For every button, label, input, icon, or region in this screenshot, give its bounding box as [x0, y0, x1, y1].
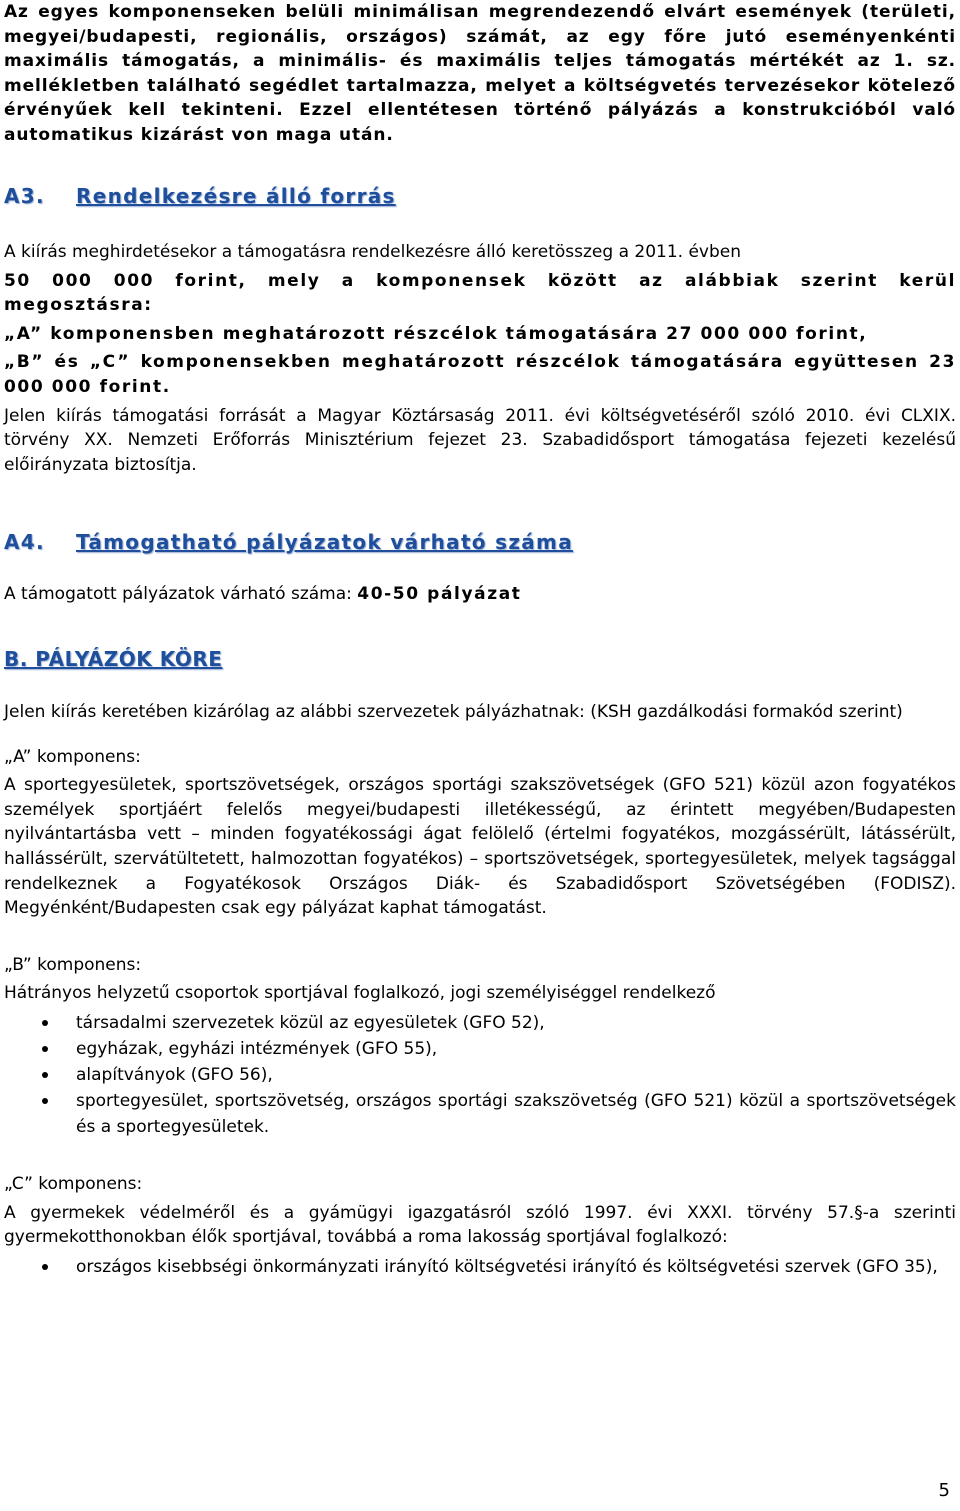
intro-text: Az egyes komponenseken belüli minimálisan megrendezendő elvárt események (területi, megyei/budapesti, regionális, országos) számát, az egy főre jutó eseményenkénti maximális támogatás, a minimális- és maximális teljes támogatás mértékét az 1. sz. mellékletben található segédlet tartalmazza, melyet a költségvetés tervezésekor kötelező érvényűek kell tekinteni. Ezzel ellentétesen történő pályázás a konstrukcióból való automatikus kizárást von maga után. [4, 2, 956, 145]
section-a4-number: A4. [4, 530, 45, 554]
b-comp-b-intro: Hátrányos helyzetű csoportok sportjával foglalkozó, jogi személyiséggel rendelkező [4, 983, 716, 1004]
b-intro-text: Jelen kiírás keretében kizárólag az alábbi szervezetek pályázhatnak: (KSH gazdálkodási formakód szerint) [4, 702, 903, 722]
list-item-text: sportegyesület, sportszövetség, országos sportági szakszövetség (GFO 521) közül a sportszövetségek és a sportegyesületek. [76, 1090, 956, 1137]
list-item [4, 1088, 956, 1140]
a4-expected-count [4, 582, 956, 607]
section-b-title: B. PÁLYÁZÓK KÖRE [4, 647, 223, 671]
a3-component-bc-amount: „B” és „C” komponensekben meghatározott részcélok támogatására együttesen 23 000 000 forint. [4, 352, 956, 397]
b-comp-b-label: „B” komponens: [4, 954, 142, 975]
a3-component-a-amount: „A” komponensben meghatározott részcélok támogatására 27 000 000 forint, [4, 323, 868, 344]
section-a3-heading [4, 184, 396, 208]
a4-value: 40-50 pályázat [357, 584, 522, 604]
list-item [4, 1010, 956, 1036]
page-number: 5 [938, 1480, 950, 1501]
b-comp-a-text: A sportegyesületek, sportszövetségek, országos sportági szakszövetségek (GFO 521) közül azon fogyatékos személyek sportjáért felelős megyei/budapesti illetékességű, az érintett megyében/Budapesten nyilvántartásba vett – minden fogyatékossági ágat felölelő (értelmi fogyatékos, mozgássérült, látássérült, hallássérült, szervátültetett, halmozottan fogyatékos) – sportszövetségek, sportegyesületek, melyek tagsággal rendelkeznek a Fogyatékosok Országos Diák- és Szabadidősport Szövetségében (FODISZ). Megyénként/Budapesten csak egy pályázat kaphat támogatást. [4, 775, 956, 919]
b-comp-c-list [4, 1254, 956, 1280]
list-item [4, 1254, 956, 1280]
b-comp-c-label: „C” komponens: [4, 1173, 143, 1194]
section-a4-title: Támogatható pályázatok várható száma [76, 530, 573, 554]
b-comp-a-label: „A” komponens: [4, 746, 141, 767]
section-b-body [4, 700, 956, 1280]
a4-label: A támogatott pályázatok várható száma: [4, 584, 358, 604]
bullet-icon [42, 1098, 48, 1104]
list-item [4, 1036, 956, 1062]
list-item-text: társadalmi szervezetek közül az egyesületek (GFO 52), [76, 1012, 545, 1033]
a3-source-text: Jelen kiírás támogatási forrását a Magyar Köztársaság 2011. évi költségvetéséről szóló 2010. évi CLXIX. törvény XX. Nemzeti Erőforrás Minisztérium fejezet 23. Szabadidősport támogatása fejezeti kezelésű előirányzata biztosítja. [4, 405, 956, 475]
b-comp-b-list [4, 1010, 956, 1140]
section-a3-number: A3. [4, 184, 45, 208]
section-a4-heading [4, 530, 573, 554]
section-b-heading [4, 647, 222, 671]
list-item [4, 1062, 956, 1088]
list-item-text: alapítványok (GFO 56), [76, 1064, 273, 1085]
b-comp-c-intro: A gyermekek védelméről és a gyámügyi igazgatásról szóló 1997. évi XXXI. törvény 57.§-a szerinti gyermekotthonokban élők sportjával, továbbá a roma lakosság sportjával foglalkozó: [4, 1202, 956, 1248]
list-item-text: egyházak, egyházi intézmények (GFO 55), [76, 1038, 438, 1059]
a3-total-text: 50 000 000 forint, mely a komponensek között az alábbiak szerint kerül megosztásra: [4, 270, 956, 316]
intro-paragraph [4, 0, 956, 148]
section-a3-body [4, 240, 956, 477]
bullet-icon [42, 1072, 48, 1078]
a3-keret-text: A kiírás meghirdetésekor a támogatásra rendelkezésre álló keretösszeg a 2011. évben [4, 242, 742, 262]
bullet-icon [42, 1046, 48, 1052]
bullet-icon [42, 1020, 48, 1026]
section-a4-body [4, 582, 956, 607]
list-item-text: országos kisebbségi önkormányzati irányító költségvetési irányító és költségvetési szervek (GFO 35), [76, 1256, 938, 1277]
section-a3-title: Rendelkezésre álló forrás [76, 184, 396, 208]
bullet-icon [42, 1264, 48, 1270]
